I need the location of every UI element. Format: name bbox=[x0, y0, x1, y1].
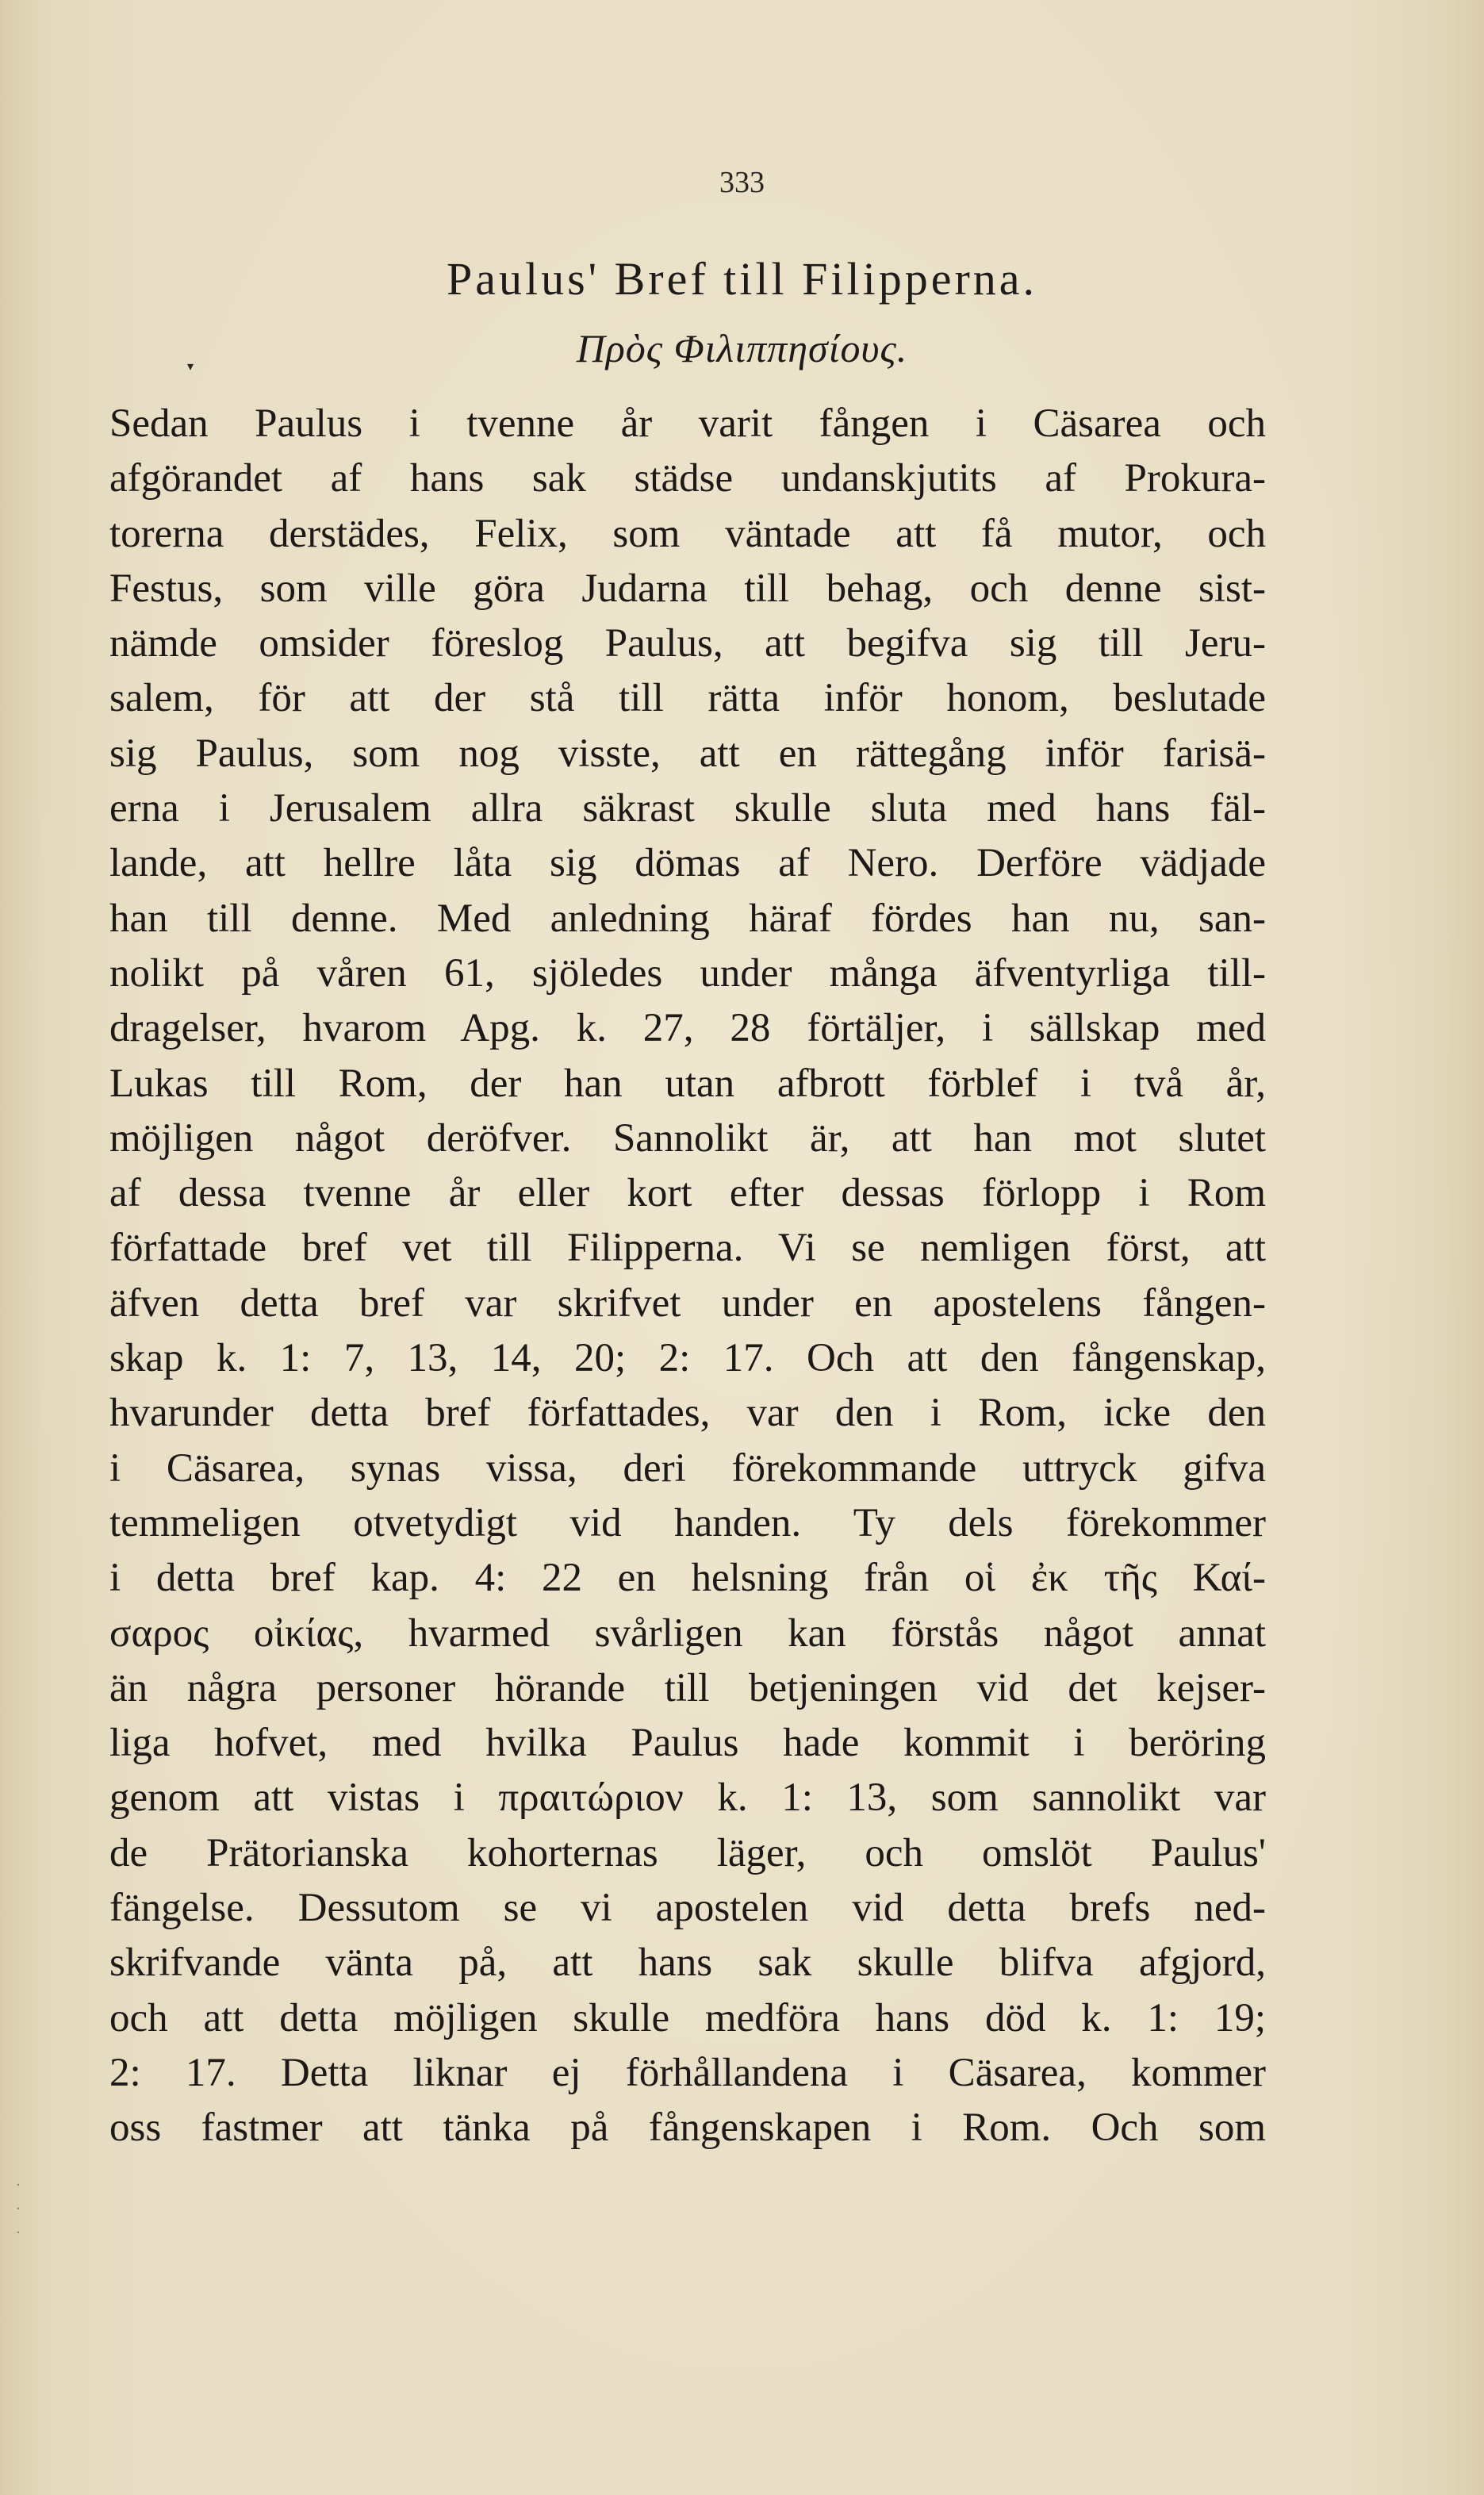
text-line: af dessa tvenne år eller kort efter dessas förlopp i Rom bbox=[109, 1171, 1266, 1216]
margin-specks: · · · bbox=[16, 2177, 21, 2241]
greek-subtitle: Πρὸς Φιλιππησίους. bbox=[576, 326, 908, 370]
text-line: Sedan Paulus i tvenne år varit fången i Cäsarea och bbox=[109, 401, 1266, 446]
text-line: sig Paulus, som nog visste, att en rättegång inför farisä- bbox=[109, 731, 1266, 776]
text-line: torerna derstädes, Felix, som väntade att få mutor, och bbox=[109, 511, 1266, 556]
text-line: Festus, som ville göra Judarna till behag, och denne sist- bbox=[109, 566, 1266, 611]
text-line: möjligen något deröfver. Sannolikt är, att han mot slutet bbox=[109, 1115, 1266, 1161]
text-line: lande, att hellre låta sig dömas af Nero. Derföre vädjade bbox=[109, 841, 1266, 886]
text-line: och att detta möjligen skulle medföra hans död k. 1: 19; bbox=[109, 1995, 1266, 2040]
chapter-title: Paulus' Bref till Filipperna. bbox=[446, 253, 1038, 305]
print-speck-icon: ▾ bbox=[187, 359, 194, 374]
text-line: äfven detta bref var skrifvet under en apostelens fången- bbox=[109, 1280, 1266, 1326]
text-line: än några personer hörande till betjeningen vid det kejser- bbox=[109, 1665, 1266, 1710]
text-line: skap k. 1: 7, 13, 14, 20; 2: 17. Och att den fångenskap, bbox=[109, 1336, 1266, 1381]
text-line: oss fastmer att tänka på fångenskapen i Rom. Och som bbox=[109, 2105, 1266, 2151]
text-line: i detta bref kap. 4: 22 en helsning från οἱ ἐκ τῆς Καί- bbox=[109, 1556, 1266, 1601]
text-line: nolikt på våren 61, sjöledes under många äfventyrliga till- bbox=[109, 950, 1266, 996]
body-text bbox=[109, 397, 1266, 2156]
text-line: dragelser, hvarom Apg. k. 27, 28 förtäljer, i sällskap med bbox=[109, 1006, 1266, 1051]
text-line: de Prätorianska kohorternas läger, och omslöt Paulus' bbox=[109, 1830, 1266, 1875]
text-line: hvarunder detta bref författades, var den i Rom, icke den bbox=[109, 1391, 1266, 1436]
text-line: nämde omsider föreslog Paulus, att begifva sig till Jeru- bbox=[109, 621, 1266, 666]
text-line: skrifvande vänta på, att hans sak skulle blifva afgjord, bbox=[109, 1940, 1266, 1986]
text-line: σαρος οἰκίας, hvarmed svårligen kan förstås något annat bbox=[109, 1610, 1266, 1656]
text-line: genom att vistas i πραιτώριον k. 1: 13, som sannolikt var bbox=[109, 1775, 1266, 1821]
text-line: fängelse. Dessutom se vi apostelen vid detta brefs ned- bbox=[109, 1886, 1266, 1931]
text-line: 2: 17. Detta liknar ej förhållandena i Cäsarea, kommer bbox=[109, 2050, 1266, 2095]
text-line: författade bref vet till Filipperna. Vi se nemligen först, att bbox=[109, 1226, 1266, 1271]
text-line: i Cäsarea, synas vissa, deri förekommande uttryck gifva bbox=[109, 1445, 1266, 1491]
text-line: han till denne. Med anledning häraf fördes han nu, san- bbox=[109, 896, 1266, 941]
text-line: erna i Jerusalem allra säkrast skulle sluta med hans fäl- bbox=[109, 786, 1266, 831]
text-line: temmeligen otvetydigt vid handen. Ty dels förekommer bbox=[109, 1500, 1266, 1545]
text-line: salem, för att der stå till rätta inför honom, beslutade bbox=[109, 676, 1266, 721]
text-line: afgörandet af hans sak städse undanskjutits af Prokura- bbox=[109, 456, 1266, 501]
page-number: 333 bbox=[719, 166, 765, 199]
text-line: Lukas till Rom, der han utan afbrott förblef i två år, bbox=[109, 1061, 1266, 1106]
text-line: liga hofvet, med hvilka Paulus hade kommit i beröring bbox=[109, 1721, 1266, 1766]
